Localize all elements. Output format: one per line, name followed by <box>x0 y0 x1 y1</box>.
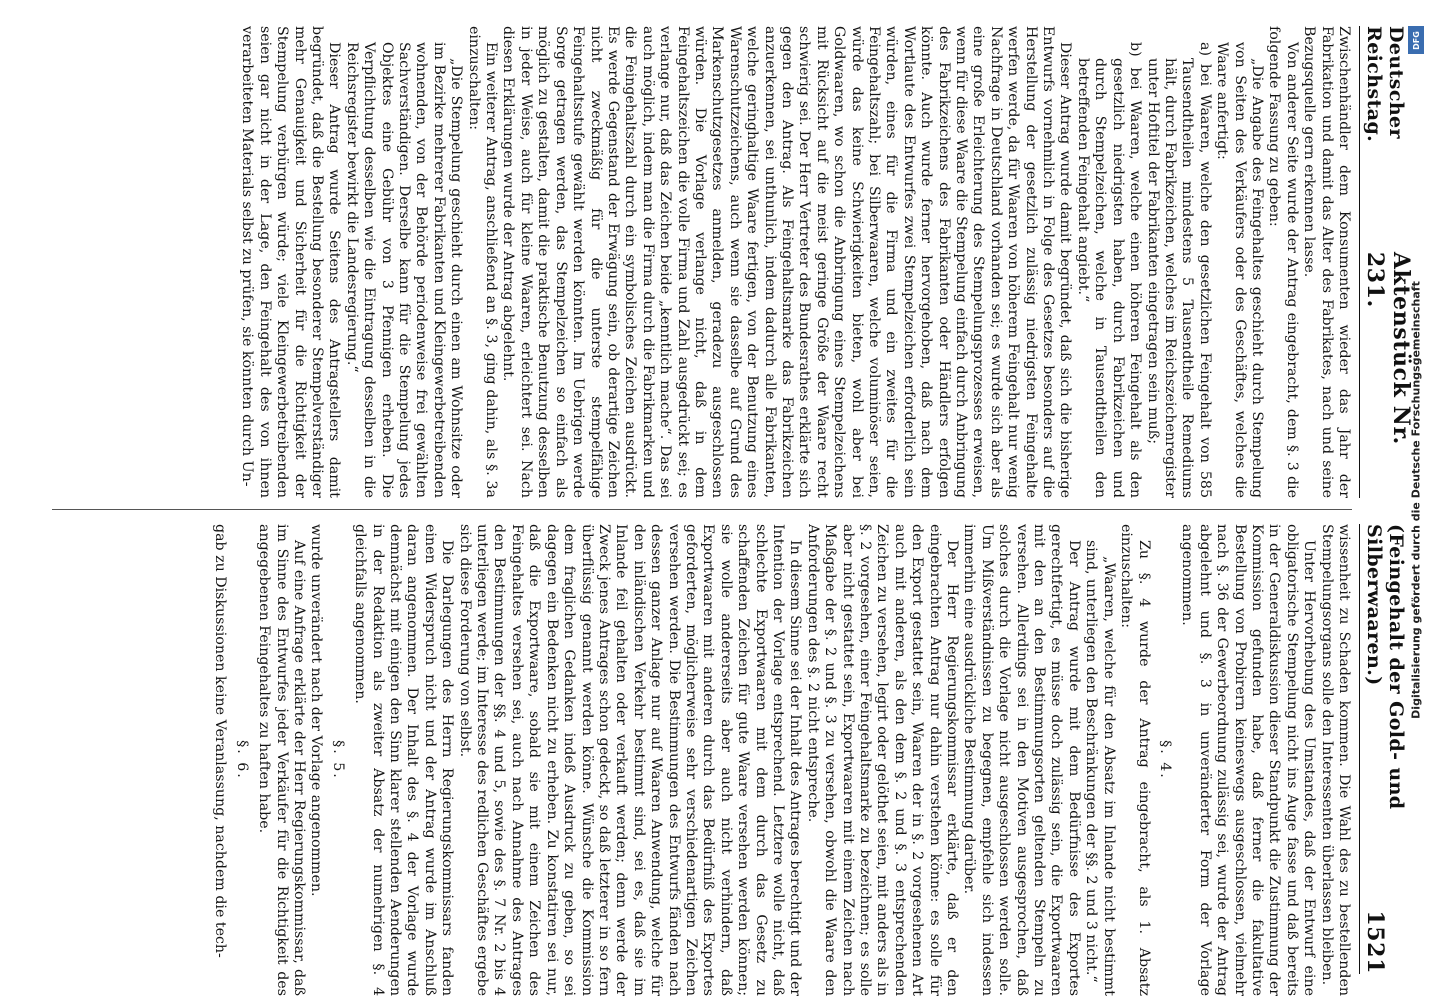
paragraph: „Die Stempelung geschieht durch einen am Wohnsitze oder im Bezirke mehrerer Fabrikanten und Kleingewerbetreibenden wohnenden, von der Behörde periodenweise frei gewählten Sachverständigen. Derselbe kann für die Stempelung jedes Objektes eine Gebühr von 3 Pfennigen erheben. Die Verpflichtung desselben wie die Eintragung desselben in die Reichsregister bewirkt die Landesregierung.“ <box>343 42 465 498</box>
section-title-text: Feingehalt der Gold- und Silberwaaren.) <box>1363 524 1407 810</box>
paragraph: Auf eine Anfrage erklärte der Herr Regierungskommissar, daß im Sinne des Entwurfes jeder Verkäufer für die Richtigkeit des angegebenen Feingehaltes zu haften habe. <box>256 524 308 996</box>
paragraph: Von anderer Seite wurde der Antrag eingebracht, dem §. 3 die folgende Fassung zu geben: <box>1266 26 1300 498</box>
paragraph: Dieser Antrag wurde damit begründet, daß sich die bisherige Entwurfs vornehmlich in Folge des Gesetzes besonders auf die Herstellung der gesetzlich zulässig niedrigsten Feingehalte werfen werde, da für Waaren von höherem Feingehalt nur wenig Nachfrage in Deutschland vorhanden sei; es wurde sich aber als eine große Erleichterung des Stempelungsprozesses erweisen, wenn für diese Waare die Stempelung einfach durch Anbringung des Fabrikzeichens des Fabrikanten oder Händlers erfolgen könnte. Auch wurde ferner hervorgehoben, daß nach dem Wortlaute des Entwurfes zwei Stempelzeichen erforderlich sein würden, eines für die Firma und ein zweites für die Feingehaltszahl; bei Silberwaaren, welche voluminöser seien, würde das keine Schwierigkeiten bieten, wohl aber bei Goldwaaren, wo schon die Anbringung eines Stempelzeichens mit Rücksicht auf die meist geringe Größe der Waare recht schwierig sei. Der Herr Vertreter des Bundesrathes erklärte sich gegen den Antrag. Als Feingehaltsmarke das Fabrikzeichen anzuerkennen, sei unthunlich, indem dadurch alle Fabrikanten, welche geringhaltige Waare fertigen, von der Benutzung eines Warenschutzzeichens, auch wenn sie dasselbe auf Grund des Markenschutzgesetzes anmelden, geradezu ausgeschlossen würden. Die Vorlage verlange nicht, daß in dem Feingehaltszeichen die volle Firma und Zahl ausgedrückt sei; es verlange nur, daß das Zeichen beide „kenntlich mache“. Das sei auch möglich, indem man die Firma durch die Fabrikmarken und die Feingehaltszahl durch ein symbolisches Zeichen ausdrückt. Es werde Gegenstand der Erwägung sein, ob derartige Zeichen nicht zweckmäßig für die unterste stempelfähige Feingehaltsstufe gewählt werden könnten. Im Uebrigen werde Sorge getragen werden, das Stempelzeichen so einfach als möglich zu gestalten, damit die praktische Benutzung desselben in jeder Weise, auch für kleine Waaren, erleichtert sei. Nach diesen Erklärungen wurde der Antrag abgelehnt. <box>500 26 1074 498</box>
left-column <box>42 26 1352 498</box>
section-title <box>1360 524 1407 910</box>
paragraph: Die Darlegungen des Herrn Regierungskommissars fanden einen Widerspruch nicht und der Antrag wurde im Anschluß daran angenommen. Der Inhalt des §. 4 der Vorlage wurde demnächst mit einigen den Sinn klarer stellenden Aenderungen in der Redaktion als zweiter Absatz der numehrigen §. 4 gleichfalls angenommen. <box>352 524 456 996</box>
paragraph: Zwischenhändler dem Konsumenten wieder das Jahr der Fabrikation und damit das Alter des Fabrikates, nach und seine Bezugsquelle gern erkennen lasse. <box>1301 26 1352 498</box>
paragraph: gab zu Diskussionen keine Veranlassung, nachdem die tech- <box>212 524 229 958</box>
paragraph: „Die Angabe des Feingehaltes geschieht durch Stempelung von Seiten des Verkäufers oder des Geschäftes, welches die Waare anfertigt: <box>1214 42 1265 498</box>
paragraph: „Waaren, welche für den Absatz im Inlande nicht bestimmt sind, unterliegen den Beschränkungen der §§. 2 und 3 nicht.“ <box>1083 540 1117 996</box>
page-header-left <box>1359 26 1414 498</box>
dfg-logo-icon: DFG <box>1408 26 1424 54</box>
paragraph: Dieser Antrag wurde Seitens des Antragstellers damit begründet, daß die Bestellung besonderer Stempelverständiger mehr Genauigkeit und Sicherheit für die Richtigkeit der Stempelung verbürgen würde; viele Kleingewerbetreibenden seien gar nicht in der Lage, den Feingehalt des von ihnen verarbeiteten Materials selbst zu prüfen, sie könnten durch Un- <box>239 26 343 498</box>
page-number: 1521 <box>1362 910 1388 974</box>
digitization-sidebar <box>1406 20 1426 980</box>
section-heading: §. 5. <box>329 740 346 780</box>
funding-note: Digitalisierung gefördert durch die Deutsche Forschungsgemeinschaft <box>1409 281 1423 719</box>
document-number: Aktenstück Nr. 231. <box>1362 251 1414 445</box>
paragraph: wurde unverändert nach der Vorlage angenommen. <box>308 524 325 897</box>
paragraph: Der Herr Regierungskommissar erklärte, daß er den eingebrachten Antrag nur dahin verstehen könne: es solle für den Export gestattet sein, Waaren der in §. 2 vorgesehenen Art auch mit anderen, als den dem §. 2 und §. 3 entsprechenden Zeichen zu versehen, legirt oder gelöthet seien, mit anders als in §. 2 vorgesehen, einer Feingehaltsmarke zu bezeichnen; es solle aber nicht gestattet sein, Exportwaaren mit einem Zeichen nach Maßgabe der §. 2 und §. 3 zu versehen, obwohl die Waare den Anforderungen des §. 2 nicht entspreche. <box>804 524 961 996</box>
scanned-page <box>10 4 1414 996</box>
page-header-right <box>1359 524 1407 974</box>
paren: ( <box>1385 524 1407 534</box>
section-heading: §. 4. <box>1156 740 1173 780</box>
column-divider <box>52 509 1352 510</box>
paragraph: wissenheit zu Schaden kommen. Die Wahl des zu bestellenden Stempelungsorgans solle den Interessenten überlassen bleiben. <box>1318 524 1352 996</box>
paragraph: b) bei Waaren, welche einen höheren Feingehalt als den gesetzlich niedrigsten haben, durch Fabrikzeichen und durch Stempelzeichen, welche in Tausendtheilen den betreffenden Feingehalt angiebt.“ <box>1074 42 1144 498</box>
paragraph: Ein weiterer Antrag, anschließend an §. 3, ging dahin, als §. 3a einzuschalten: <box>465 26 500 498</box>
paragraph: In diesem Sinne sei der Inhalt des Antrages berechtigt und der Intention der Vorlage entsprechend. Letztere wolle nicht, daß schlechte Exportwaaren mit dem durch das Gesetz zu schaffenden Zeichen für gute Waare versehen werden können; sie wolle andererseits aber auch nicht verhindern, daß Exportwaaren mit anderen durch das Bedürfniß des Exportes geforderten, möglicherweise sehr verschiedenartigen Zeichen versehen werden. Die Bestimmungen des Entwurfs fänden nach dessen ganzer Anlage nur auf Waaren Anwendung, welche für den inländischen Verkehr bestimmt sind, sei es, daß sie im Inlande feil gehalten oder verkauft werden; denn werde der Zweck jenes Antrages schon gedeckt, so daß letzterer in so fern überflüssig genannt werden könne. Wünsche die Kommission dem fraglichen Gedanken indeß Ausdruck zu geben, so sei dagegen ein Bedenken nicht zu erheben. Zu konstatiren sei nur, daß die Exportwaare, sobald sie mit einem Zeichen des Feingehaltes versehen sei, auch nach Annahme des Antrages den Bestimmungen der §§. 4 und 5, sowie des §. 7 Nr. 2 bis 4 unterliegen werde; im Interesse des redlichen Geschäftes ergebe sich diese Forderung von selbst. <box>456 524 804 996</box>
section-heading: §. 6. <box>233 740 250 780</box>
paragraph: Unter Hervorhebung des Umstandes, daß der Entwurf eine obligatorische Stempelung nicht ins Auge fasse und daß bereits in der Generaldiskussion dieser Standpunkt die Zustimmung der Kommission gefunden habe, daß ferner die fakultative Bestellung von Probirern keineswegs ausgeschlossen, vielmehr nach §. 36 der Gewerbeordnung zulässig sei, wurde der Antrag abgelehnt und §. 3 in unveränderter Form der Vorlage angenommen. <box>1179 524 1318 996</box>
paragraph: Der Antrag wurde mit dem Bedürfnisse des Exportes gerechtfertigt, es müsse doch zulässig sein, die Exportwaaren mit den an den Bestimmungsorten geltenden Stempeln zu versehen. Allerdings sei in den Motiven ausgesprochen, daß solches durch die Vorlage nicht ausgeschlossen werden solle. Um Mißverständnissen zu begegnen, empfehle sich indessen immerhin eine ausdrückliche Bestimmung darüber. <box>961 524 1082 996</box>
right-column <box>42 524 1352 996</box>
paragraph: a) bei Waaren, welche den gesetzlichen Feingehalt von 585 Tausendtheilen mindestens 5 Tausendtheile Remediums hält, durch Fabrikzeichen, welches im Reichszeichenregister unter Hoftitel der Fabrikanten eingetragen sein muß; <box>1144 42 1213 498</box>
paragraph: Zu §. 4 wurde der Antrag eingebracht, als 1. Absatz einzuschalten: <box>1118 524 1152 996</box>
publication-title: Deutscher Reichstag. <box>1363 26 1407 143</box>
